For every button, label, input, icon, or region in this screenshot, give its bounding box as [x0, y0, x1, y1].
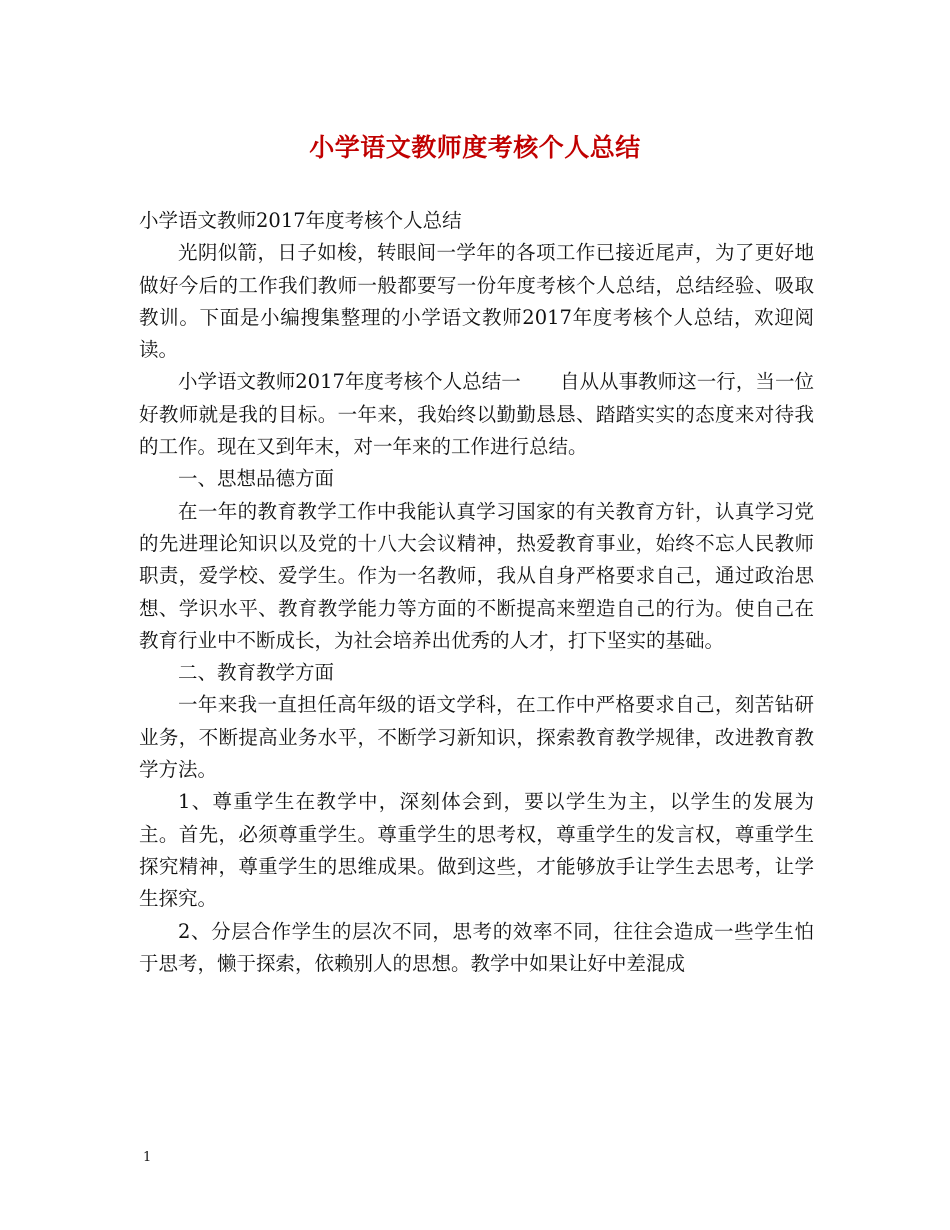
paragraph-summary-one: 小学语文教师2017年度考核个人总结一 自从从事教师这一行，当一位好教师就是我的目标。一年来，我始终以勤勤恳恳、踏踏实实的态度来对待我的工作。现在又到年末，对一年来的工作进行总结。: [139, 370, 814, 459]
section-heading-teaching: 二、教育教学方面: [178, 661, 335, 685]
paragraph-respect-students: 1、尊重学生在教学中，深刻体会到，要以学生为主，以学生的发展为主。首先，必须尊重学生。尊重学生的思考权，尊重学生的发言权，尊重学生探究精神，尊重学生的思维成果。做到这些，才能够放手让学生去思考，让学生探究。: [139, 790, 814, 911]
document-subtitle: 小学语文教师2017年度考核个人总结: [139, 209, 462, 232]
document-title: 小学语文教师度考核个人总结: [309, 133, 641, 162]
paragraph-teaching: 一年来我一直担任高年级的语文学科，在工作中严格要求自己，刻苦钻研业务，不断提高业务水平，不断学习新知识，探索教育教学规律，改进教育教学方法。: [139, 693, 814, 782]
paragraph-ideology: 在一年的教育教学工作中我能认真学习国家的有关教育方针，认真学习党的先进理论知识以及党的十八大会议精神，热爱教育事业，始终不忘人民教师职责，爱学校、爱学生。作为一名教师，我从自身严格要求自己，通过政治思想、学识水平、教育教学能力等方面的不断提高来塑造自己的行为。使自己在教育行业中不断成长，为社会培养出优秀的人才，打下坚实的基础。: [139, 499, 814, 652]
document-body: [139, 205, 814, 980]
paragraph-intro: 光阴似箭，日子如梭，转眼间一学年的各项工作已接近尾声，为了更好地做好今后的工作我们教师一般都要写一份年度考核个人总结，总结经验、吸取教训。下面是小编搜集整理的小学语文教师2017年度考核个人总结，欢迎阅读。: [139, 241, 814, 362]
section-heading-ideology: 一、思想品德方面: [178, 467, 335, 491]
paragraph-layered-cooperation: 2、分层合作学生的层次不同，思考的效率不同，往往会造成一些学生怕于思考，懒于探索，依赖别人的思想。教学中如果让好中差混成: [139, 919, 814, 975]
page-number: 1: [143, 1150, 152, 1165]
